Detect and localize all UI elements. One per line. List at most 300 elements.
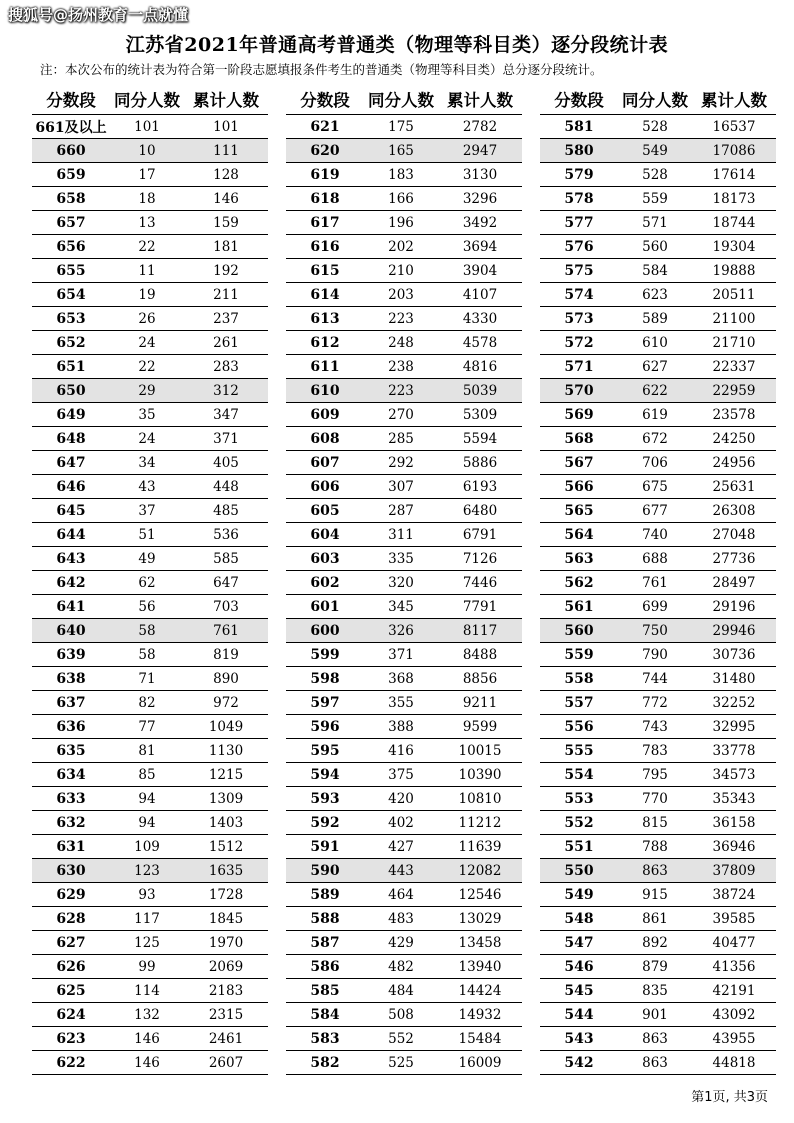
count-cell: 619 [642,406,668,423]
table-row [286,187,522,211]
table-row [540,187,776,211]
count-cell: 10 [138,142,156,159]
cumulative-cell: 13940 [458,958,502,975]
count-cell: 761 [642,574,668,591]
cumulative-cell: 111 [213,142,239,159]
cumulative-cell: 16537 [712,118,756,135]
count-cell: 146 [134,1030,160,1047]
table-column-3 [540,84,776,1075]
count-cell: 622 [642,382,668,399]
table-row [540,739,776,763]
cumulative-cell: 7446 [462,574,498,591]
score-cell: 623 [56,1030,86,1047]
cumulative-cell: 261 [213,334,239,351]
table-row [32,427,268,451]
cumulative-cell: 19888 [712,262,756,279]
count-cell: 114 [134,982,160,999]
score-cell: 634 [56,766,86,783]
count-cell: 183 [388,166,414,183]
count-cell: 528 [642,166,668,183]
count-cell: 790 [642,646,668,663]
score-cell: 614 [310,286,340,303]
score-cell: 556 [564,718,594,735]
cumulative-cell: 11639 [458,838,502,855]
cumulative-cell: 2947 [462,142,498,159]
table-row [286,931,522,955]
cumulative-cell: 7791 [462,598,498,615]
table-row [540,619,776,643]
cumulative-cell: 6791 [462,526,498,543]
table-note: 注：本次公布的统计表为符合第一阶段志愿填报条件考生的普通类（物理等科目类）总分逐分段统计。 [40,62,603,77]
cumulative-cell: 3296 [462,190,498,207]
cumulative-cell: 15484 [458,1030,502,1047]
score-cell: 596 [310,718,340,735]
table-row [32,859,268,883]
cumulative-cell: 10810 [458,790,502,807]
score-cell: 604 [310,526,340,543]
header-cell: 累计人数 [447,91,513,110]
count-cell: 388 [388,718,414,735]
count-cell: 464 [388,886,414,903]
score-cell: 566 [564,478,594,495]
cumulative-cell: 29946 [712,622,756,639]
count-cell: 610 [642,334,668,351]
table-row [32,355,268,379]
table-row [540,571,776,595]
cumulative-cell: 42191 [712,982,756,999]
cumulative-cell: 41356 [712,958,756,975]
score-cell: 577 [564,214,594,231]
score-cell: 660 [56,142,86,159]
score-cell: 558 [564,670,594,687]
score-cell: 580 [564,142,594,159]
cumulative-cell: 5039 [462,382,498,399]
score-cell: 554 [564,766,594,783]
count-cell: 311 [388,526,414,543]
cumulative-cell: 1635 [208,862,244,879]
count-cell: 18 [138,190,156,207]
cumulative-cell: 3492 [462,214,498,231]
count-cell: 34 [138,454,156,471]
score-cell: 550 [564,862,594,879]
count-cell: 101 [134,118,160,135]
score-cell: 561 [564,598,594,615]
header-cell: 同分人数 [622,91,688,110]
cumulative-cell: 1512 [208,838,244,855]
cumulative-cell: 32995 [712,718,756,735]
count-cell: 901 [642,1006,668,1023]
score-cell: 627 [56,934,86,951]
score-cell: 597 [310,694,340,711]
count-cell: 117 [134,910,160,927]
table-header [32,84,268,115]
table-row [32,571,268,595]
count-cell: 94 [138,814,156,831]
table-row [540,499,776,523]
cumulative-cell: 2183 [208,982,244,999]
table-row [540,763,776,787]
score-cell: 603 [310,550,340,567]
count-cell: 484 [388,982,414,999]
count-cell: 699 [642,598,668,615]
cumulative-cell: 33778 [712,742,756,759]
cumulative-cell: 18173 [712,190,756,207]
cumulative-cell: 211 [213,286,239,303]
table-row [540,355,776,379]
count-cell: 788 [642,838,668,855]
count-cell: 210 [388,262,414,279]
score-cell: 572 [564,334,594,351]
table-row [32,835,268,859]
score-cell: 548 [564,910,594,927]
table-row [286,643,522,667]
count-cell: 81 [138,742,156,759]
cumulative-cell: 26308 [712,502,756,519]
table-row [32,955,268,979]
cumulative-cell: 36158 [712,814,756,831]
count-cell: 109 [134,838,160,855]
count-cell: 915 [642,886,668,903]
count-cell: 744 [642,670,668,687]
score-cell: 641 [56,598,86,615]
score-cell: 639 [56,646,86,663]
score-cell: 587 [310,934,340,951]
count-cell: 345 [388,598,414,615]
score-cell: 590 [310,862,340,879]
count-cell: 508 [388,1006,414,1023]
table-row [286,283,522,307]
count-cell: 24 [138,430,156,447]
table-row [286,595,522,619]
cumulative-cell: 1403 [208,814,244,831]
cumulative-cell: 20511 [712,286,756,303]
score-cell: 612 [310,334,340,351]
cumulative-cell: 3130 [462,166,498,183]
cumulative-cell: 972 [213,694,239,711]
count-cell: 93 [138,886,156,903]
table-row [286,787,522,811]
count-cell: 525 [388,1054,414,1071]
table-row [540,523,776,547]
table-row [32,163,268,187]
table-row [32,715,268,739]
count-cell: 863 [642,862,668,879]
table-row [32,595,268,619]
table-row [286,1051,522,1075]
score-cell: 552 [564,814,594,831]
table-row [540,787,776,811]
count-cell: 672 [642,430,668,447]
cumulative-cell: 448 [213,478,239,495]
count-cell: 17 [138,166,156,183]
count-cell: 248 [388,334,414,351]
table-row [286,571,522,595]
table-row [540,235,776,259]
table-row [32,211,268,235]
score-cell: 546 [564,958,594,975]
cumulative-cell: 36946 [712,838,756,855]
cumulative-cell: 18744 [712,214,756,231]
count-cell: 285 [388,430,414,447]
cumulative-cell: 39585 [712,910,756,927]
table-row [286,811,522,835]
score-cell: 602 [310,574,340,591]
count-cell: 835 [642,982,668,999]
cumulative-cell: 585 [213,550,239,567]
score-cell: 594 [310,766,340,783]
count-cell: 482 [388,958,414,975]
count-cell: 815 [642,814,668,831]
count-cell: 146 [134,1054,160,1071]
score-cell: 579 [564,166,594,183]
cumulative-cell: 2069 [208,958,244,975]
table-row [32,1027,268,1051]
cumulative-cell: 27736 [712,550,756,567]
cumulative-cell: 21710 [712,334,756,351]
cumulative-cell: 34573 [712,766,756,783]
count-cell: 549 [642,142,668,159]
table-row [32,451,268,475]
count-cell: 85 [138,766,156,783]
table-row [286,139,522,163]
score-cell: 553 [564,790,594,807]
score-cell: 630 [56,862,86,879]
count-cell: 584 [642,262,668,279]
score-cell: 584 [310,1006,340,1023]
score-cell: 621 [310,118,340,135]
count-cell: 71 [138,670,156,687]
score-cell: 598 [310,670,340,687]
header-cell: 同分人数 [114,91,180,110]
score-cell: 543 [564,1030,594,1047]
header-cell: 累计人数 [193,91,259,110]
table-row [32,907,268,931]
cumulative-cell: 5886 [462,454,498,471]
score-cell: 643 [56,550,86,567]
count-cell: 863 [642,1030,668,1047]
score-cell: 581 [564,118,594,135]
count-cell: 203 [388,286,414,303]
count-cell: 223 [388,310,414,327]
cumulative-cell: 192 [213,262,239,279]
table-row [540,931,776,955]
cumulative-cell: 14932 [458,1006,502,1023]
count-cell: 863 [642,1054,668,1071]
table-row [540,547,776,571]
table-row [32,307,268,331]
score-cell: 575 [564,262,594,279]
cumulative-cell: 4107 [462,286,498,303]
cumulative-cell: 647 [213,574,239,591]
count-cell: 287 [388,502,414,519]
score-cell: 608 [310,430,340,447]
table-row [286,379,522,403]
cumulative-cell: 30736 [712,646,756,663]
cumulative-cell: 44818 [712,1054,756,1071]
table-row [286,859,522,883]
score-cell: 586 [310,958,340,975]
cumulative-cell: 1309 [208,790,244,807]
cumulative-cell: 347 [213,406,239,423]
score-cell: 562 [564,574,594,591]
score-cell: 568 [564,430,594,447]
table-row [286,763,522,787]
score-cell: 593 [310,790,340,807]
score-cell: 600 [310,622,340,639]
count-cell: 62 [138,574,156,591]
table-row [286,211,522,235]
count-cell: 37 [138,502,156,519]
count-cell: 688 [642,550,668,567]
cumulative-cell: 13458 [458,934,502,951]
table-row [32,187,268,211]
score-cell: 658 [56,190,86,207]
score-cell: 569 [564,406,594,423]
table-row [32,547,268,571]
count-cell: 35 [138,406,156,423]
table-row [286,883,522,907]
score-cell: 624 [56,1006,86,1023]
cumulative-cell: 7126 [462,550,498,567]
count-cell: 375 [388,766,414,783]
count-cell: 559 [642,190,668,207]
count-cell: 292 [388,454,414,471]
score-cell: 615 [310,262,340,279]
score-cell: 574 [564,286,594,303]
score-cell: 578 [564,190,594,207]
cumulative-cell: 12546 [458,886,502,903]
cumulative-cell: 1049 [208,718,244,735]
cumulative-cell: 101 [213,118,239,135]
score-cell: 547 [564,934,594,951]
table-row [286,523,522,547]
cumulative-cell: 5594 [462,430,498,447]
count-cell: 22 [138,358,156,375]
table-row [540,379,776,403]
cumulative-cell: 8117 [462,622,498,639]
cumulative-cell: 761 [213,622,239,639]
cumulative-cell: 2607 [208,1054,244,1071]
cumulative-cell: 485 [213,502,239,519]
score-cell: 585 [310,982,340,999]
header-cell: 累计人数 [701,91,767,110]
score-cell: 638 [56,670,86,687]
cumulative-cell: 11212 [458,814,502,831]
score-cell: 605 [310,502,340,519]
score-cell: 601 [310,598,340,615]
table-row [286,547,522,571]
cumulative-cell: 405 [213,454,239,471]
count-cell: 24 [138,334,156,351]
table-row [32,691,268,715]
table-row [286,979,522,1003]
score-cell: 570 [564,382,594,399]
score-cell: 628 [56,910,86,927]
count-cell: 51 [138,526,156,543]
table-row [286,355,522,379]
score-cell: 551 [564,838,594,855]
score-cell: 653 [56,310,86,327]
count-cell: 270 [388,406,414,423]
table-column-2 [286,84,522,1075]
count-cell: 223 [388,382,414,399]
count-cell: 202 [388,238,414,255]
table-row [32,883,268,907]
score-cell: 592 [310,814,340,831]
score-cell: 549 [564,886,594,903]
score-cell: 583 [310,1030,340,1047]
cumulative-cell: 2315 [208,1006,244,1023]
table-row [32,667,268,691]
cumulative-cell: 32252 [712,694,756,711]
count-cell: 677 [642,502,668,519]
score-cell: 567 [564,454,594,471]
table-row [32,643,268,667]
cumulative-cell: 9211 [462,694,498,711]
table-row [540,907,776,931]
score-cell: 559 [564,646,594,663]
table-row [32,331,268,355]
count-cell: 326 [388,622,414,639]
table-row [540,979,776,1003]
count-cell: 355 [388,694,414,711]
cumulative-cell: 181 [213,238,239,255]
cumulative-cell: 22959 [712,382,756,399]
count-cell: 589 [642,310,668,327]
score-cell: 610 [310,382,340,399]
score-cell: 631 [56,838,86,855]
score-cell: 544 [564,1006,594,1023]
table-row [286,739,522,763]
cumulative-cell: 1970 [208,934,244,951]
table-row [286,691,522,715]
table-row [286,115,522,139]
cumulative-cell: 24250 [712,430,756,447]
score-cell: 620 [310,142,340,159]
count-cell: 623 [642,286,668,303]
count-cell: 11 [138,262,156,279]
count-cell: 770 [642,790,668,807]
table-row [540,1003,776,1027]
count-cell: 56 [138,598,156,615]
score-cell: 648 [56,430,86,447]
cumulative-cell: 1845 [208,910,244,927]
table-row [286,235,522,259]
score-cell: 661及以上 [35,119,107,136]
table-row [286,1027,522,1051]
count-cell: 420 [388,790,414,807]
score-cell: 652 [56,334,86,351]
count-cell: 335 [388,550,414,567]
count-cell: 238 [388,358,414,375]
count-cell: 750 [642,622,668,639]
table-row [32,139,268,163]
score-cell: 589 [310,886,340,903]
score-cell: 564 [564,526,594,543]
cumulative-cell: 146 [213,190,239,207]
cumulative-cell: 35343 [712,790,756,807]
score-cell: 542 [564,1054,594,1071]
page-title: 江苏省2021年普通高考普通类（物理等科目类）逐分段统计表 [125,34,669,56]
count-cell: 371 [388,646,414,663]
table-row [540,331,776,355]
page-footer: 第1页, 共3页 [691,1090,768,1105]
table-row [540,667,776,691]
score-cell: 629 [56,886,86,903]
cumulative-cell: 237 [213,310,239,327]
table-row [540,595,776,619]
count-cell: 22 [138,238,156,255]
